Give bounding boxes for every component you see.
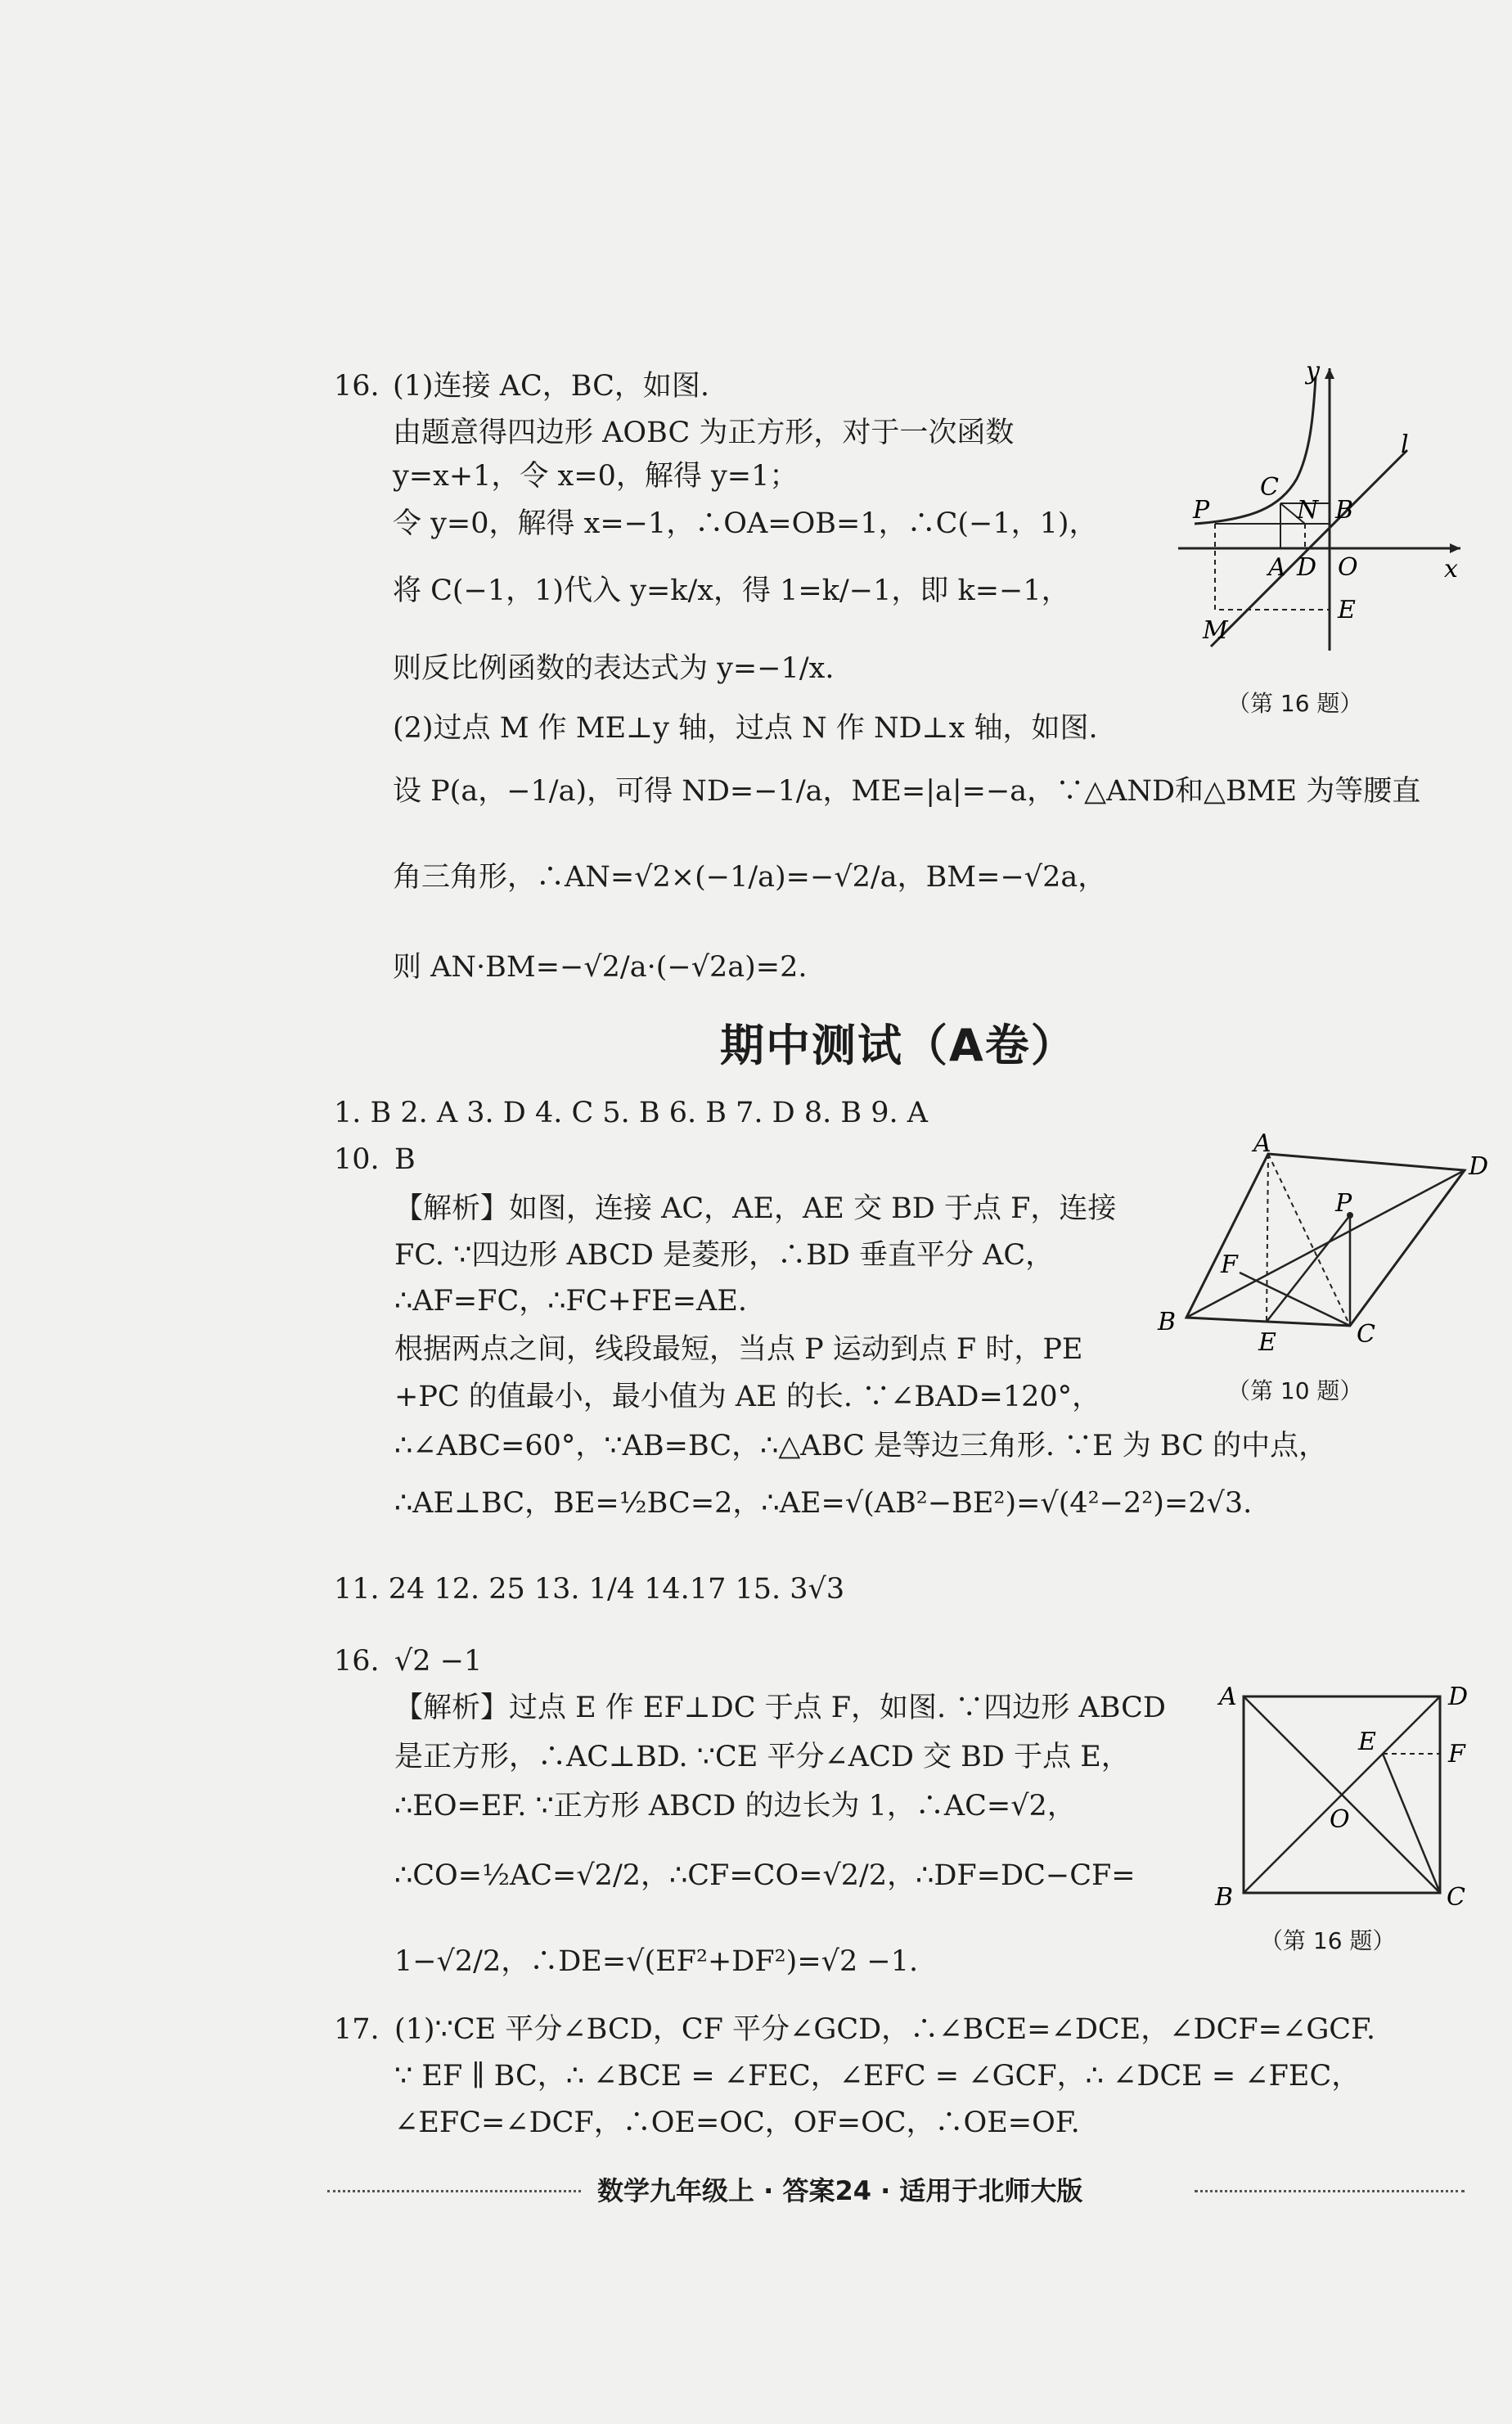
fig10-label-F: F [1221, 1250, 1238, 1279]
fig16-label-D: D [1297, 553, 1317, 582]
fig16-label-l: l [1401, 430, 1409, 459]
answers-line-1: 1. B 2. A 3. D 4. C 5. B 6. B 7. D 8. B 9. A [334, 1097, 929, 1129]
q10-line-3: ∴AF=FC，∴FC+FE=AE. [394, 1285, 747, 1318]
fig16-sq-label-O: O [1330, 1805, 1350, 1834]
q10-figure-caption: （第 10 题） [1227, 1377, 1363, 1404]
q16-number: 16. [334, 1645, 380, 1678]
footer-dash-right [1195, 2190, 1465, 2192]
fig10-label-D: D [1469, 1152, 1489, 1181]
q16-top-line-6: 则反比例函数的表达式为 y=−1/x. [393, 652, 835, 685]
q16-line-3: ∴EO=EF. ∵正方形 ABCD 的边长为 1，∴AC=√2， [394, 1790, 1076, 1823]
fig16-label-y: y [1306, 357, 1320, 385]
q16-top-line-4: 令 y=0，解得 x=−1，∴OA=OB=1，∴C(−1，1)， [393, 507, 1098, 540]
q16-top-line-8: 设 P(a，−1/a)，可得 ND=−1/a，ME=|a|=−a，∵△AND和△BME 为等腰直 [393, 775, 1421, 808]
fig16-label-M: M [1203, 616, 1228, 645]
q16-line-5: 1−√2/2，∴DE=√(EF²+DF²)=√2 −1. [394, 1945, 919, 1978]
answers-line-2: 11. 24 12. 25 13. 1/4 14.17 15. 3√3 [334, 1573, 845, 1606]
fig16-sq-label-B: B [1215, 1883, 1234, 1912]
q17-line-3: ∠EFC=∠DCF，∴OE=OC，OF=OC，∴OE=OF. [394, 2106, 1080, 2139]
fig16-label-B: B [1335, 496, 1354, 525]
q10-line-6: ∴∠ABC=60°，∵AB=BC，∴△ABC 是等边三角形. ∵E 为 BC 的中点， [394, 1430, 1328, 1462]
section-title: 期中测试（A卷） [720, 1020, 1077, 1071]
q16-line-1: 【解析】过点 E 作 EF⊥DC 于点 F，如图. ∵四边形 ABCD [394, 1692, 1166, 1724]
q16-top-line-2: 由题意得四边形 AOBC 为正方形，对于一次函数 [393, 417, 1015, 449]
fig16-label-A: A [1268, 553, 1286, 582]
fig16-label-O: O [1338, 553, 1358, 582]
fig16-sq-label-D: D [1448, 1683, 1469, 1711]
q16-top-figure-caption: （第 16 题） [1227, 690, 1363, 717]
q10-line-2: FC. ∵四边形 ABCD 是菱形，∴BD 垂直平分 AC， [394, 1239, 1055, 1272]
q16-top-line-9: 角三角形，∴AN=√2×(−1/a)=−√2/a，BM=−√2a， [393, 861, 1107, 894]
q16-top-line-3: y=x+1，令 x=0，解得 y=1； [393, 460, 799, 493]
q16-line-2: 是正方形，∴AC⊥BD. ∵CE 平分∠ACD 交 BD 于点 E， [394, 1741, 1130, 1773]
fig16-sq-label-F: F [1448, 1740, 1465, 1768]
fig10-label-P: P [1335, 1189, 1352, 1218]
fig16-sq-label-E: E [1358, 1728, 1376, 1756]
q16-top-line-7: (2)过点 M 作 ME⊥y 轴，过点 N 作 ND⊥x 轴，如图. [393, 712, 1098, 745]
fig16-label-x: x [1444, 555, 1458, 583]
q17-number: 17. [334, 2013, 380, 2046]
q16-top-line-5: 将 C(−1，1)代入 y=k/x，得 1=k/−1，即 k=−1， [393, 574, 1070, 607]
q16-figure-caption: （第 16 题） [1260, 1927, 1396, 1954]
q10-figure [1145, 1133, 1489, 1371]
fig16-label-C: C [1260, 473, 1279, 502]
q10-line-5: +PC 的值最小，最小值为 AE 的长. ∵∠BAD=120°， [394, 1381, 1101, 1413]
fig16-sq-label-C: C [1447, 1883, 1465, 1912]
fig10-label-B: B [1158, 1308, 1177, 1336]
q16-top-number: 16. [334, 370, 380, 403]
q16-top-line-10: 则 AN·BM=−√2/a·(−√2a)=2. [393, 951, 808, 984]
fig16-label-E: E [1338, 596, 1356, 624]
q10-number: 10. [334, 1143, 380, 1176]
fig16-label-N: N [1297, 496, 1319, 525]
q16-top-line-1: (1)连接 AC，BC，如图. [393, 370, 710, 403]
q16-line-4: ∴CO=½AC=√2/2，∴CF=CO=√2/2，∴DF=DC−CF= [394, 1859, 1136, 1892]
footer-text: 数学九年级上 · 答案24 · 适用于北师大版 [597, 2175, 1083, 2206]
q10-line-7: ∴AE⊥BC，BE=½BC=2，∴AE=√(AB²−BE²)=√(4²−2²)=2√3. [394, 1487, 1253, 1520]
fig16-sq-label-A: A [1219, 1683, 1237, 1711]
fig16-label-P: P [1193, 496, 1210, 525]
q16-figure [1211, 1676, 1481, 1913]
q17-line-1: (1)∵CE 平分∠BCD，CF 平分∠GCD，∴∠BCE=∠DCE，∠DCF=∠GCF. [394, 2013, 1376, 2046]
q10-line-4: 根据两点之间，线段最短，当点 P 运动到点 F 时，PE [394, 1333, 1083, 1366]
q17-line-2: ∵ EF ∥ BC，∴ ∠BCE = ∠FEC，∠EFC = ∠GCF，∴ ∠DCE = ∠FEC， [394, 2060, 1361, 2093]
q16-answer: √2 −1 [394, 1645, 483, 1678]
q10-line-1: 【解析】如图，连接 AC，AE，AE 交 BD 于点 F，连接 [394, 1192, 1117, 1225]
fig10-label-A: A [1253, 1133, 1271, 1158]
fig10-label-E: E [1258, 1328, 1276, 1357]
q10-answer: B [394, 1143, 416, 1176]
footer-dash-left [327, 2190, 581, 2192]
q16-top-figure [1162, 356, 1473, 667]
fig10-label-C: C [1357, 1320, 1375, 1349]
